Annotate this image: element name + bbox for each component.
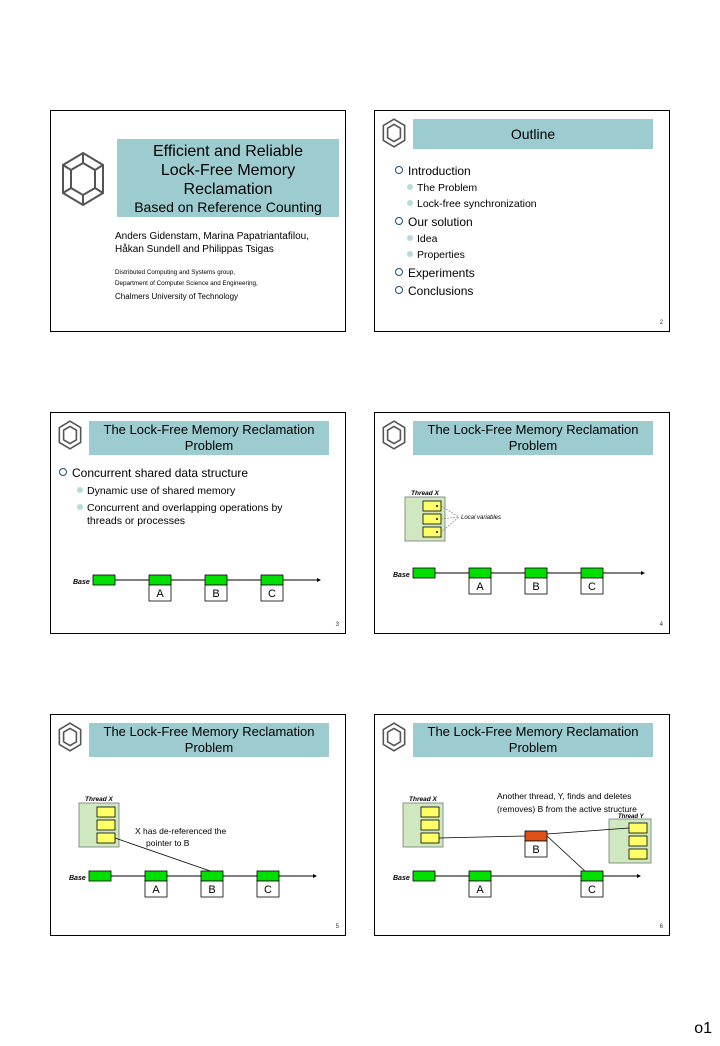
local-variables-label: Local variables (461, 515, 502, 521)
list-node-c-ptr (261, 575, 283, 585)
subbullet-concurrent-ops: Concurrent and overlapping operations by (77, 502, 283, 514)
node-label-b: B (208, 884, 216, 896)
bullet-ring-icon (395, 166, 403, 174)
note-line-1: Another thread, Y, finds and deletes (497, 791, 632, 801)
slide-2 (374, 110, 670, 332)
dereference-diagram (51, 715, 347, 937)
title-line-2: Lock-Free Memory (160, 162, 296, 179)
outline-subitem-properties: Properties (407, 249, 465, 261)
bullet-ring-icon (395, 217, 403, 225)
node-label-c: C (588, 581, 596, 593)
page-number: 5 (335, 924, 339, 930)
note-line-1: X has de-referenced the (135, 826, 227, 836)
slide-6 (374, 714, 670, 936)
base-label: Base (73, 579, 90, 586)
chalmers-logo-icon (55, 149, 111, 209)
bullet-dot-icon (407, 251, 413, 257)
slide-4 (374, 412, 670, 634)
subbullet-concurrent-ops-cont: threads or processes (87, 515, 186, 527)
subtitle: Based on Reference Counting (134, 199, 322, 215)
base-node (93, 575, 115, 585)
base-node (89, 871, 111, 881)
dept-line-1: Distributed Computing and Systems group, (115, 269, 236, 276)
node-label-c: C (588, 884, 596, 896)
title-line-1: Efficient and Reliable (152, 143, 304, 160)
outline-subitem-idea: Idea (407, 233, 437, 245)
node-label-a: A (476, 884, 484, 896)
note-line-2: pointer to B (146, 838, 190, 848)
bullet-dot-icon (407, 235, 413, 241)
page-number: 4 (659, 622, 663, 628)
outline-item-solution: Our solution (395, 215, 473, 229)
bullet-dot-icon (407, 200, 413, 206)
node-label-a: A (476, 581, 484, 593)
university: Chalmers University of Technology (115, 292, 239, 301)
authors-line-1: Anders Gidenstam, Marina Papatriantafilou, (115, 231, 309, 242)
slide-3 (50, 412, 346, 634)
node-label-a: A (152, 884, 160, 896)
slide-title: The Lock-Free Memory Reclamation Problem (89, 421, 329, 455)
thread-x-label: Thread X (409, 796, 437, 803)
bullet-ring-icon (395, 286, 403, 294)
thread-list-diagram (375, 413, 671, 635)
base-label: Base (69, 875, 86, 882)
node-label-b: B (212, 588, 220, 600)
slide-title: Outline (413, 119, 653, 149)
outline-item-experiments: Experiments (395, 266, 475, 280)
list-node-a-ptr (149, 575, 171, 585)
bullet-concurrent-structure: Concurrent shared data structure (59, 466, 248, 480)
base-label: Base (393, 572, 410, 579)
page-number: 3 (335, 622, 339, 628)
list-node-b-ptr (205, 575, 227, 585)
thread-x-label: Thread X (411, 490, 439, 497)
page-number: 2 (659, 320, 663, 326)
bullet-dot-icon (407, 184, 413, 190)
node-label-b: B (532, 581, 540, 593)
base-node (413, 871, 435, 881)
node-label-c: C (264, 884, 272, 896)
slide-title: The Lock-Free Memory Reclamation Problem (413, 421, 653, 455)
linked-list-diagram (51, 413, 347, 635)
deleted-node-b-ptr (525, 831, 547, 841)
slide-1 (50, 110, 346, 332)
slide-title: The Lock-Free Memory Reclamation Problem (89, 723, 329, 757)
node-label-a: A (156, 588, 164, 600)
subbullet-dynamic-memory: Dynamic use of shared memory (77, 485, 235, 497)
title-block (117, 139, 339, 217)
thread-x-label: Thread X (85, 796, 113, 803)
note-line-2: (removes) B from the active structure (497, 804, 637, 814)
node-label-c: C (268, 588, 276, 600)
deletion-diagram (375, 715, 671, 937)
base-label: Base (393, 875, 410, 882)
slide-title: The Lock-Free Memory Reclamation Problem (413, 723, 653, 757)
outline-subitem-lockfree: Lock-free synchronization (407, 198, 537, 210)
b-to-c-pointer (547, 836, 587, 873)
outline-item-introduction: Introduction (395, 164, 471, 178)
outline-item-conclusions: Conclusions (395, 284, 473, 298)
chalmers-logo-icon (379, 117, 409, 149)
authors-line-2: Håkan Sundell and Philippas Tsigas (115, 244, 274, 255)
base-node (413, 568, 435, 578)
page-number: 6 (659, 924, 663, 930)
thread-y-label: Thread Y (618, 814, 644, 820)
x-pointer-to-b (439, 836, 525, 838)
outline-subitem-problem: The Problem (407, 182, 477, 194)
slide-5 (50, 714, 346, 936)
title-line-3: Reclamation (183, 181, 273, 198)
footer-mark: o1 (694, 1020, 712, 1037)
bullet-ring-icon (395, 268, 403, 276)
node-label-b: B (532, 844, 540, 856)
dept-line-2: Department of Computer Science and Engineering, (115, 280, 258, 287)
